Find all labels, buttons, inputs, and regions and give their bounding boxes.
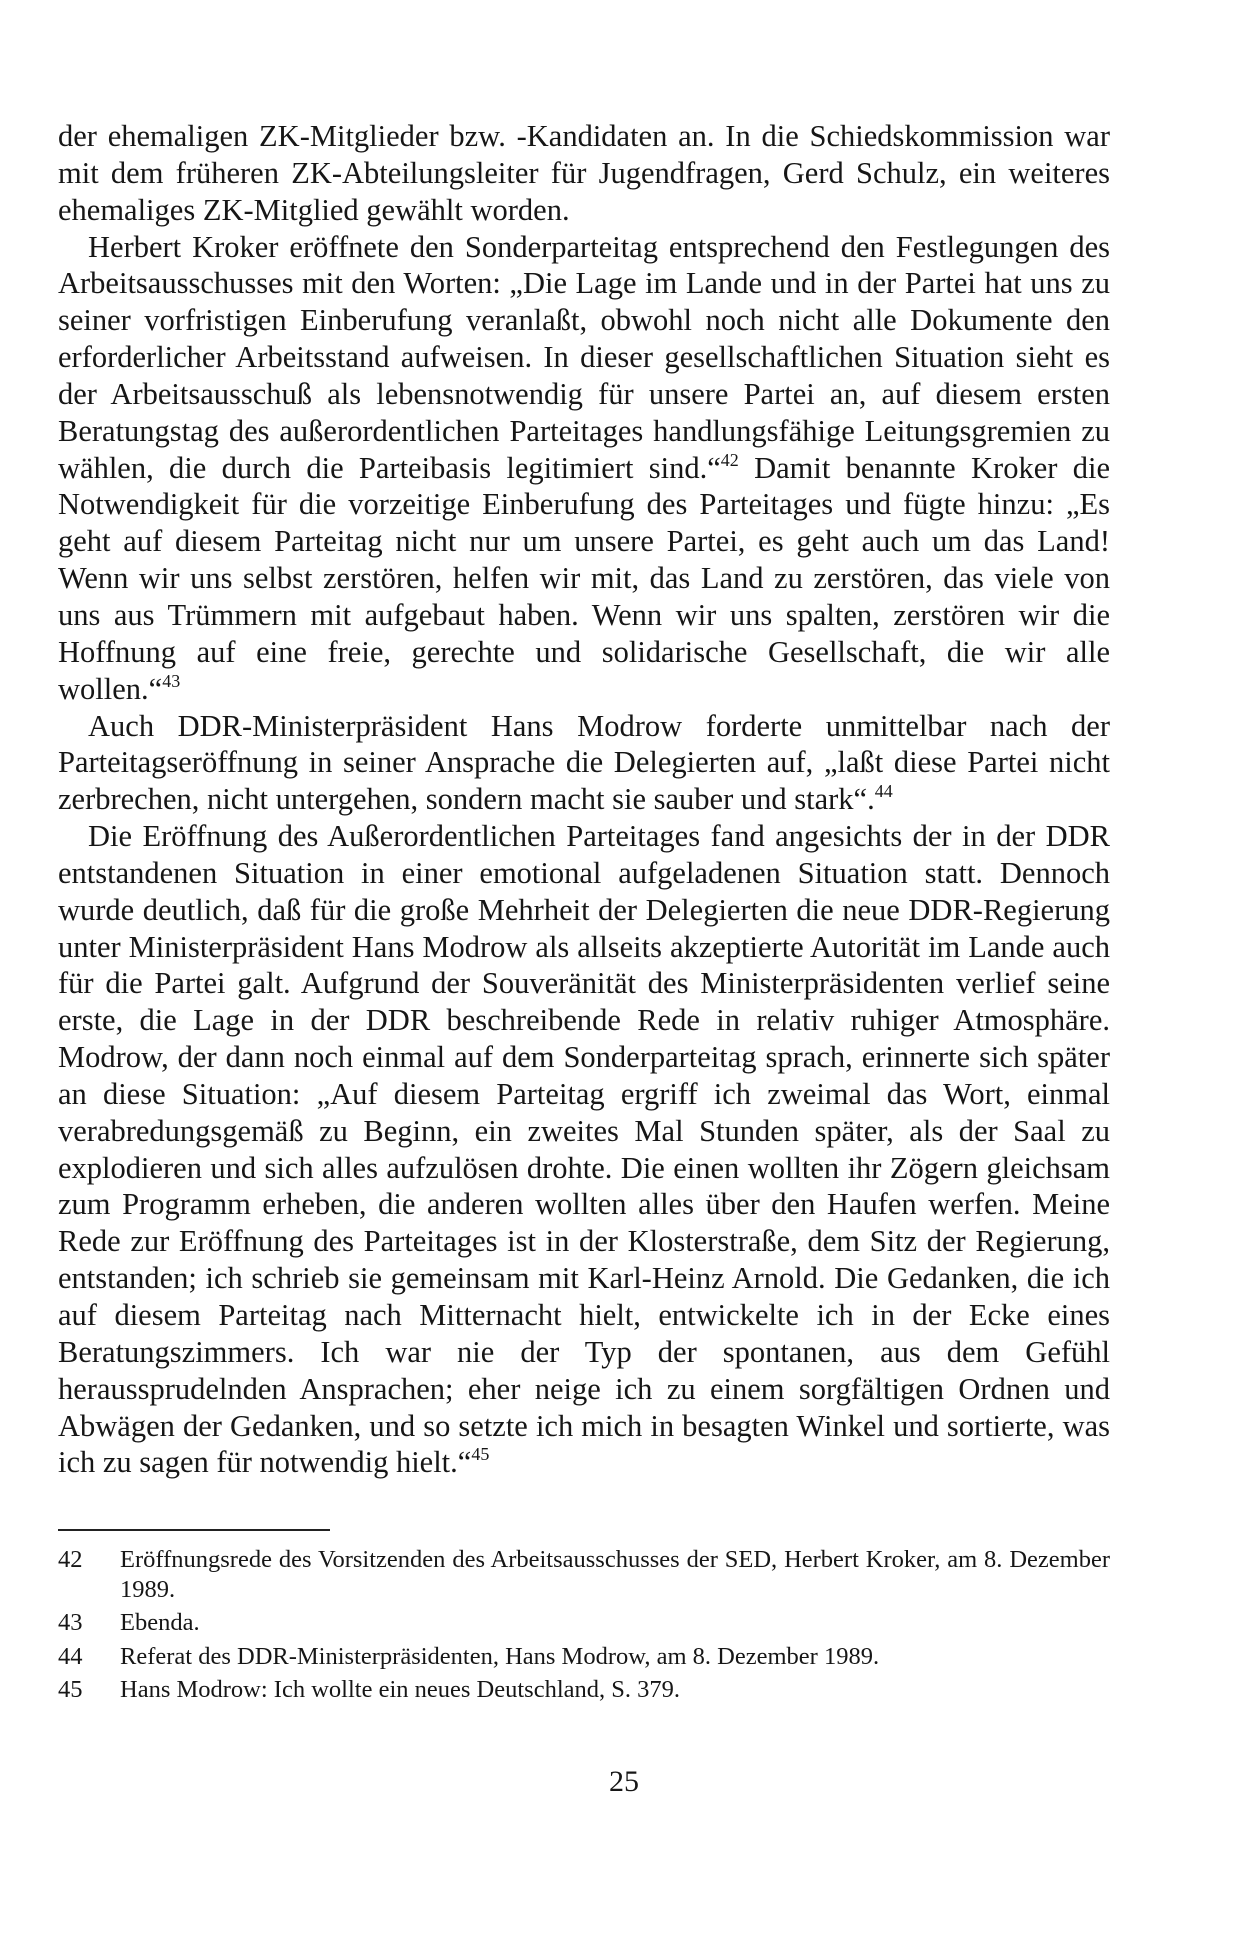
page-number: 25 <box>609 1765 639 1798</box>
footnotes <box>58 1545 1110 1709</box>
paragraph-4 <box>58 818 1110 1481</box>
footnote-divider <box>58 1529 330 1531</box>
footnote-reference[interactable]: 44 <box>874 781 893 802</box>
footnote-text: Referat des DDR-Ministerpräsidenten, Hans Modrow, am 8. Dezember 1989. <box>120 1642 880 1670</box>
footnote-42 <box>58 1545 1110 1604</box>
paragraph-text: Auch DDR-Ministerpräsident Hans Modrow forderte unmittelbar nach der Parteitagseröffnung in seiner Ansprache die Delegierten auf, „laßt diese Partei nicht zerbrechen, nicht untergehen, sondern macht sie sauber und stark“. <box>58 708 1110 817</box>
paragraph-text: der ehemaligen ZK-Mitglieder bzw. -Kandidaten an. In die Schiedskommission war mit dem früheren ZK-Abteilungsleiter für Jugendfragen, Gerd Schulz, ein weiteres ehemaliges ZK-Mitglied gewählt worden. <box>58 119 1110 227</box>
footnote-text: Hans Modrow: Ich wollte ein neues Deutschland, S. 379. <box>120 1676 680 1703</box>
footnote-reference[interactable]: 42 <box>720 449 739 470</box>
footnote-44 <box>58 1642 1110 1672</box>
paragraph-1 <box>58 118 1110 229</box>
paragraph-text: Die Eröffnung des Außerordentlichen Parteitages fand angesichts der in der DDR entstandenen Situation in einer emotional aufgeladenen Situation statt. Dennoch wurde deutlich, daß für die große Mehrheit der Delegierten die neue DDR-Regierung unter Ministerpräsident Hans Modrow als allseits akzeptierte Autorität im Lande auch für die Partei galt. Aufgrund der Souveränität des Ministerpräsidenten verlief seine erste, die Lage in der DDR beschreibende Rede in relativ ruhiger Atmosphäre. Modrow, der dann noch einmal auf dem Sonderparteitag sprach, erinnerte sich später an diese Situation: „Auf diesem Parteitag ergriff ich zweimal das Wort, einmal verabredungsgemäß zu Beginn, ein zweites Mal Stunden später, als der Saal zu explodieren und sich alles aufzulösen drohte. Die einen wollten ihr Zögern gleichsam zum Programm erheben, die anderen wollten alles über den Haufen werfen. Meine Rede zur Eröffnung des Parteitages ist in der Klosterstraße, dem Sitz der Regierung, entstanden; ich schrieb sie gemeinsam mit Karl-Heinz Arnold. Die Gedanken, die ich auf diesem Parteitag nach Mitternacht hielt, entwickelte ich in der Ecke eines Beratungszimmers. Ich war nie der Typ der spontanen, aus dem Gefühl heraussprudelnden Ansprachen; eher neige ich zu einem sorgfältigen Ordnen und Abwägen der Gedanken, und so setzte ich mich in besagten Winkel und sortierte, was ich zu sagen für notwendig hielt.“ <box>58 819 1110 1480</box>
body-text <box>58 118 1110 1481</box>
footnote-text: Ebenda. <box>120 1609 200 1636</box>
footnote-number: 43 <box>58 1609 83 1636</box>
paragraph-text: Herbert Kroker eröffnete den Sonderparteitag entsprechend den Festlegungen des Arbeitsausschusses mit den Worten: „Die Lage im Lande und in der Partei hat uns zu seiner vorfristigen Einberufung veranlaßt, obwohl noch nicht alle Dokumente den erforderlicher Arbeitsstand aufweisen. In dieser gesellschaftlichen Situation sieht es der Arbeitsausschuß als lebensnotwendig für unsere Partei an, auf diesem ersten Beratungstag des außerordentlichen Parteitages handlungsfähige Leitungsgremien zu wählen, die durch die Parteibasis legitimiert sind.“ <box>58 229 1110 485</box>
footnote-number: 45 <box>58 1676 83 1703</box>
footnote-number: 44 <box>58 1642 83 1670</box>
paragraph-text-continued: Damit benannte Kroker die Notwendigkeit für die vorzeitige Einberufung des Parteitages und fügte hinzu: „Es geht auf diesem Parteitag nicht nur um unsere Partei, es geht auch um das Land! Wenn wir uns selbst zerstören, helfen wir mit, das Land zu zerstören, das viele von uns aus Trümmern mit aufgebaut haben. Wenn wir uns spalten, zerstören wir die Hoffnung auf eine freie, gerechte und solidarische Gesellschaft, die wir alle wollen.“ <box>58 450 1110 706</box>
paragraph-2 <box>58 229 1110 708</box>
footnote-text: Eröffnungsrede des Vorsitzenden des Arbeitsausschusses der SED, Herbert Kroker, am 8. Dezember 1989. <box>120 1546 1110 1603</box>
footnote-reference[interactable]: 43 <box>162 670 181 691</box>
footnote-reference[interactable]: 45 <box>471 1444 490 1465</box>
footnote-43 <box>58 1608 1110 1638</box>
footnote-45 <box>58 1675 1110 1705</box>
footnote-number: 42 <box>58 1546 83 1573</box>
paragraph-3 <box>58 708 1110 819</box>
